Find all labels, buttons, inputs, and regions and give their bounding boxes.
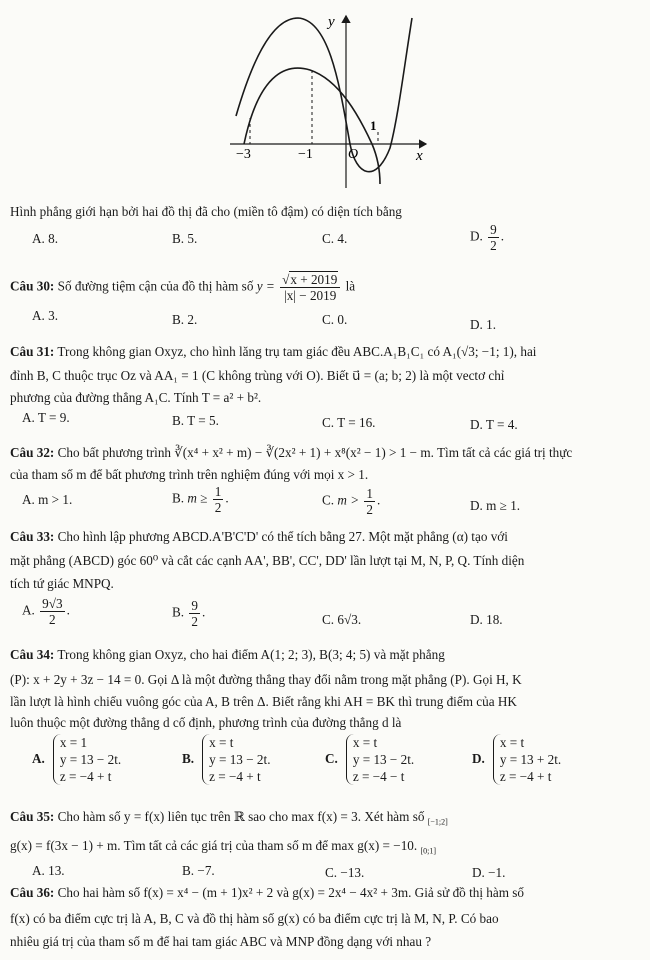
q30-option-b: B. 2.: [172, 312, 198, 327]
q34-line3: lần lượt là hình chiếu vuông góc của A, B trên Δ. Biết rằng khi AH = BK thì trung điểm của HK: [10, 694, 517, 709]
q33-option-b: B. $\frac{9}{2}$ .: [172, 598, 206, 629]
q35-option-a: A. 13.: [32, 863, 65, 878]
q35-line2: g(x) = f(3x − 1) + m. Tìm tất cả các giá trị của tham số m để max g(x) = −10. $_{[0;1]}$: [10, 838, 437, 856]
q29-stem: Hình phẳng giới hạn bởi hai đồ thị đã cho (miền tô đậm) có diện tích bằng: [10, 204, 402, 219]
q34-line2: (P): x + 2y + 3z − 14 = 0. Gọi Δ là một đường thẳng thay đổi nằm trong mặt phẳng (P). Gọi H, K: [10, 672, 522, 687]
q33-line1: Câu 33: Cho hình lập phương ABCD.A'B'C'D' có thể tích bằng 27. Một mặt phẳng (α) tạo với: [10, 529, 508, 544]
q29-option-b: B. 5.: [172, 231, 198, 246]
q30-option-a: A. 3.: [32, 308, 59, 323]
tick-neg3: −3: [236, 147, 251, 162]
q36-line1: Câu 36: Cho hai hàm số f(x) = x⁴ − (m + 1)x² + 2 và g(x) = 2x⁴ − 4x² + 3m. Giả sử đồ thị hàm số: [10, 885, 525, 900]
q29-option-c: C. 4.: [322, 231, 348, 246]
q32-option-d: D. m ≥ 1.: [470, 498, 521, 513]
q33-line2: mặt phẳng (ABCD) góc 60⁰ và cắt các cạnh AA', BB', CC', DD' lần lượt tại M, N, P, Q. Tính diện: [10, 553, 525, 568]
q29-option-d: D. $\frac{9}{2}$ .: [470, 222, 505, 253]
q31-option-d: D. T = 4.: [470, 417, 518, 432]
q32-line2: của tham số m để bất phương trình trên nghiệm đúng với mọi x > 1.: [10, 467, 369, 482]
q33-option-c: C. 6√3.: [322, 612, 362, 627]
q35-line1: Câu 35: Cho hàm số y = f(x) liên tục trên ℝ sao cho max f(x) = 3. Xét hàm số $_{[-1;2]}$: [10, 809, 448, 827]
q32-line1: Câu 32: Cho bất phương trình ∛(x⁴ + x² + m) − ∛(2x² + 1) + x⁸(x² − 1) > 1 − m. Tìm tất cả các giá trị thực: [10, 445, 573, 460]
tick-1: 1: [370, 118, 377, 133]
q33-line3: tích tứ giác MNPQ.: [10, 576, 114, 591]
q31-option-a: A. T = 9.: [22, 410, 70, 425]
cubic-curve: [236, 18, 412, 172]
q31-line1: Câu 31: Trong không gian Oxyz, cho hình lăng trụ tam giác đều ABC.A₁B₁C₁ có A₁(√3; −1; 1), hai: [10, 344, 537, 359]
q30-option-d: D. 1.: [470, 317, 497, 332]
q34-option-c: C. x = t y = 13 − 2t. z = −4 − t: [325, 735, 415, 784]
q36-line2: f(x) có ba điểm cực trị là A, B, C và đồ thị hàm số g(x) có ba điểm cực trị là M, N, P. Có bao: [10, 911, 499, 926]
q31-option-c: C. T = 16.: [322, 415, 376, 430]
q34-option-d: D. x = t y = 13 + 2t. z = −4 + t: [472, 735, 562, 784]
y-axis-label: y: [328, 14, 335, 30]
q31-line2: đỉnh B, C thuộc trục Oz và AA₁ = 1 (C không trùng với O). Biết u⃗ = (a; b; 2) là một vectơ chỉ: [10, 368, 505, 383]
q34-option-a: A. x = 1 y = 13 − 2t. z = −4 + t: [32, 735, 122, 784]
q35-option-d: D. −1.: [472, 865, 506, 880]
q32-option-b: B. m ≥ $\frac{1}{2}$ .: [172, 484, 229, 515]
tick-neg1: −1: [298, 147, 313, 162]
x-axis-label: x: [416, 148, 423, 164]
q35-option-b: B. −7.: [182, 863, 215, 878]
q36-line3: nhiêu giá trị của tham số m để hai tam giác ABC và MNP đồng dạng với nhau ?: [10, 934, 432, 949]
q33-option-a: A. $\frac{9√3}{2}$ .: [22, 596, 70, 627]
q30-stem: Câu 30: Số đường tiệm cận của đồ thị hàm số y = $\frac{√x + 2019}{|x| - 2019}$ là: [10, 272, 356, 303]
q34-line4: luôn thuộc một đường thẳng d cố định, phương trình của đường thẳng d là: [10, 715, 402, 730]
q30-option-c: C. 0.: [322, 312, 348, 327]
q29-option-a: A. 8.: [32, 231, 59, 246]
q32-option-c: C. m > $\frac{1}{2}$ .: [322, 486, 381, 517]
q32-option-a: A. m > 1.: [22, 492, 73, 507]
q31-option-b: B. T = 5.: [172, 413, 219, 428]
q35-option-c: C. −13.: [325, 865, 365, 880]
q34-option-b: B. x = t y = 13 − 2t. z = −4 + t: [182, 735, 271, 784]
q31-line3: phương của đường thẳng A₁C. Tính T = a² + b².: [10, 390, 262, 405]
q33-option-d: D. 18.: [470, 612, 503, 627]
origin-label: O: [348, 147, 359, 162]
q34-line1: Câu 34: Trong không gian Oxyz, cho hai điểm A(1; 2; 3), B(3; 4; 5) và mặt phẳng: [10, 647, 445, 662]
function-graph: [230, 8, 440, 190]
